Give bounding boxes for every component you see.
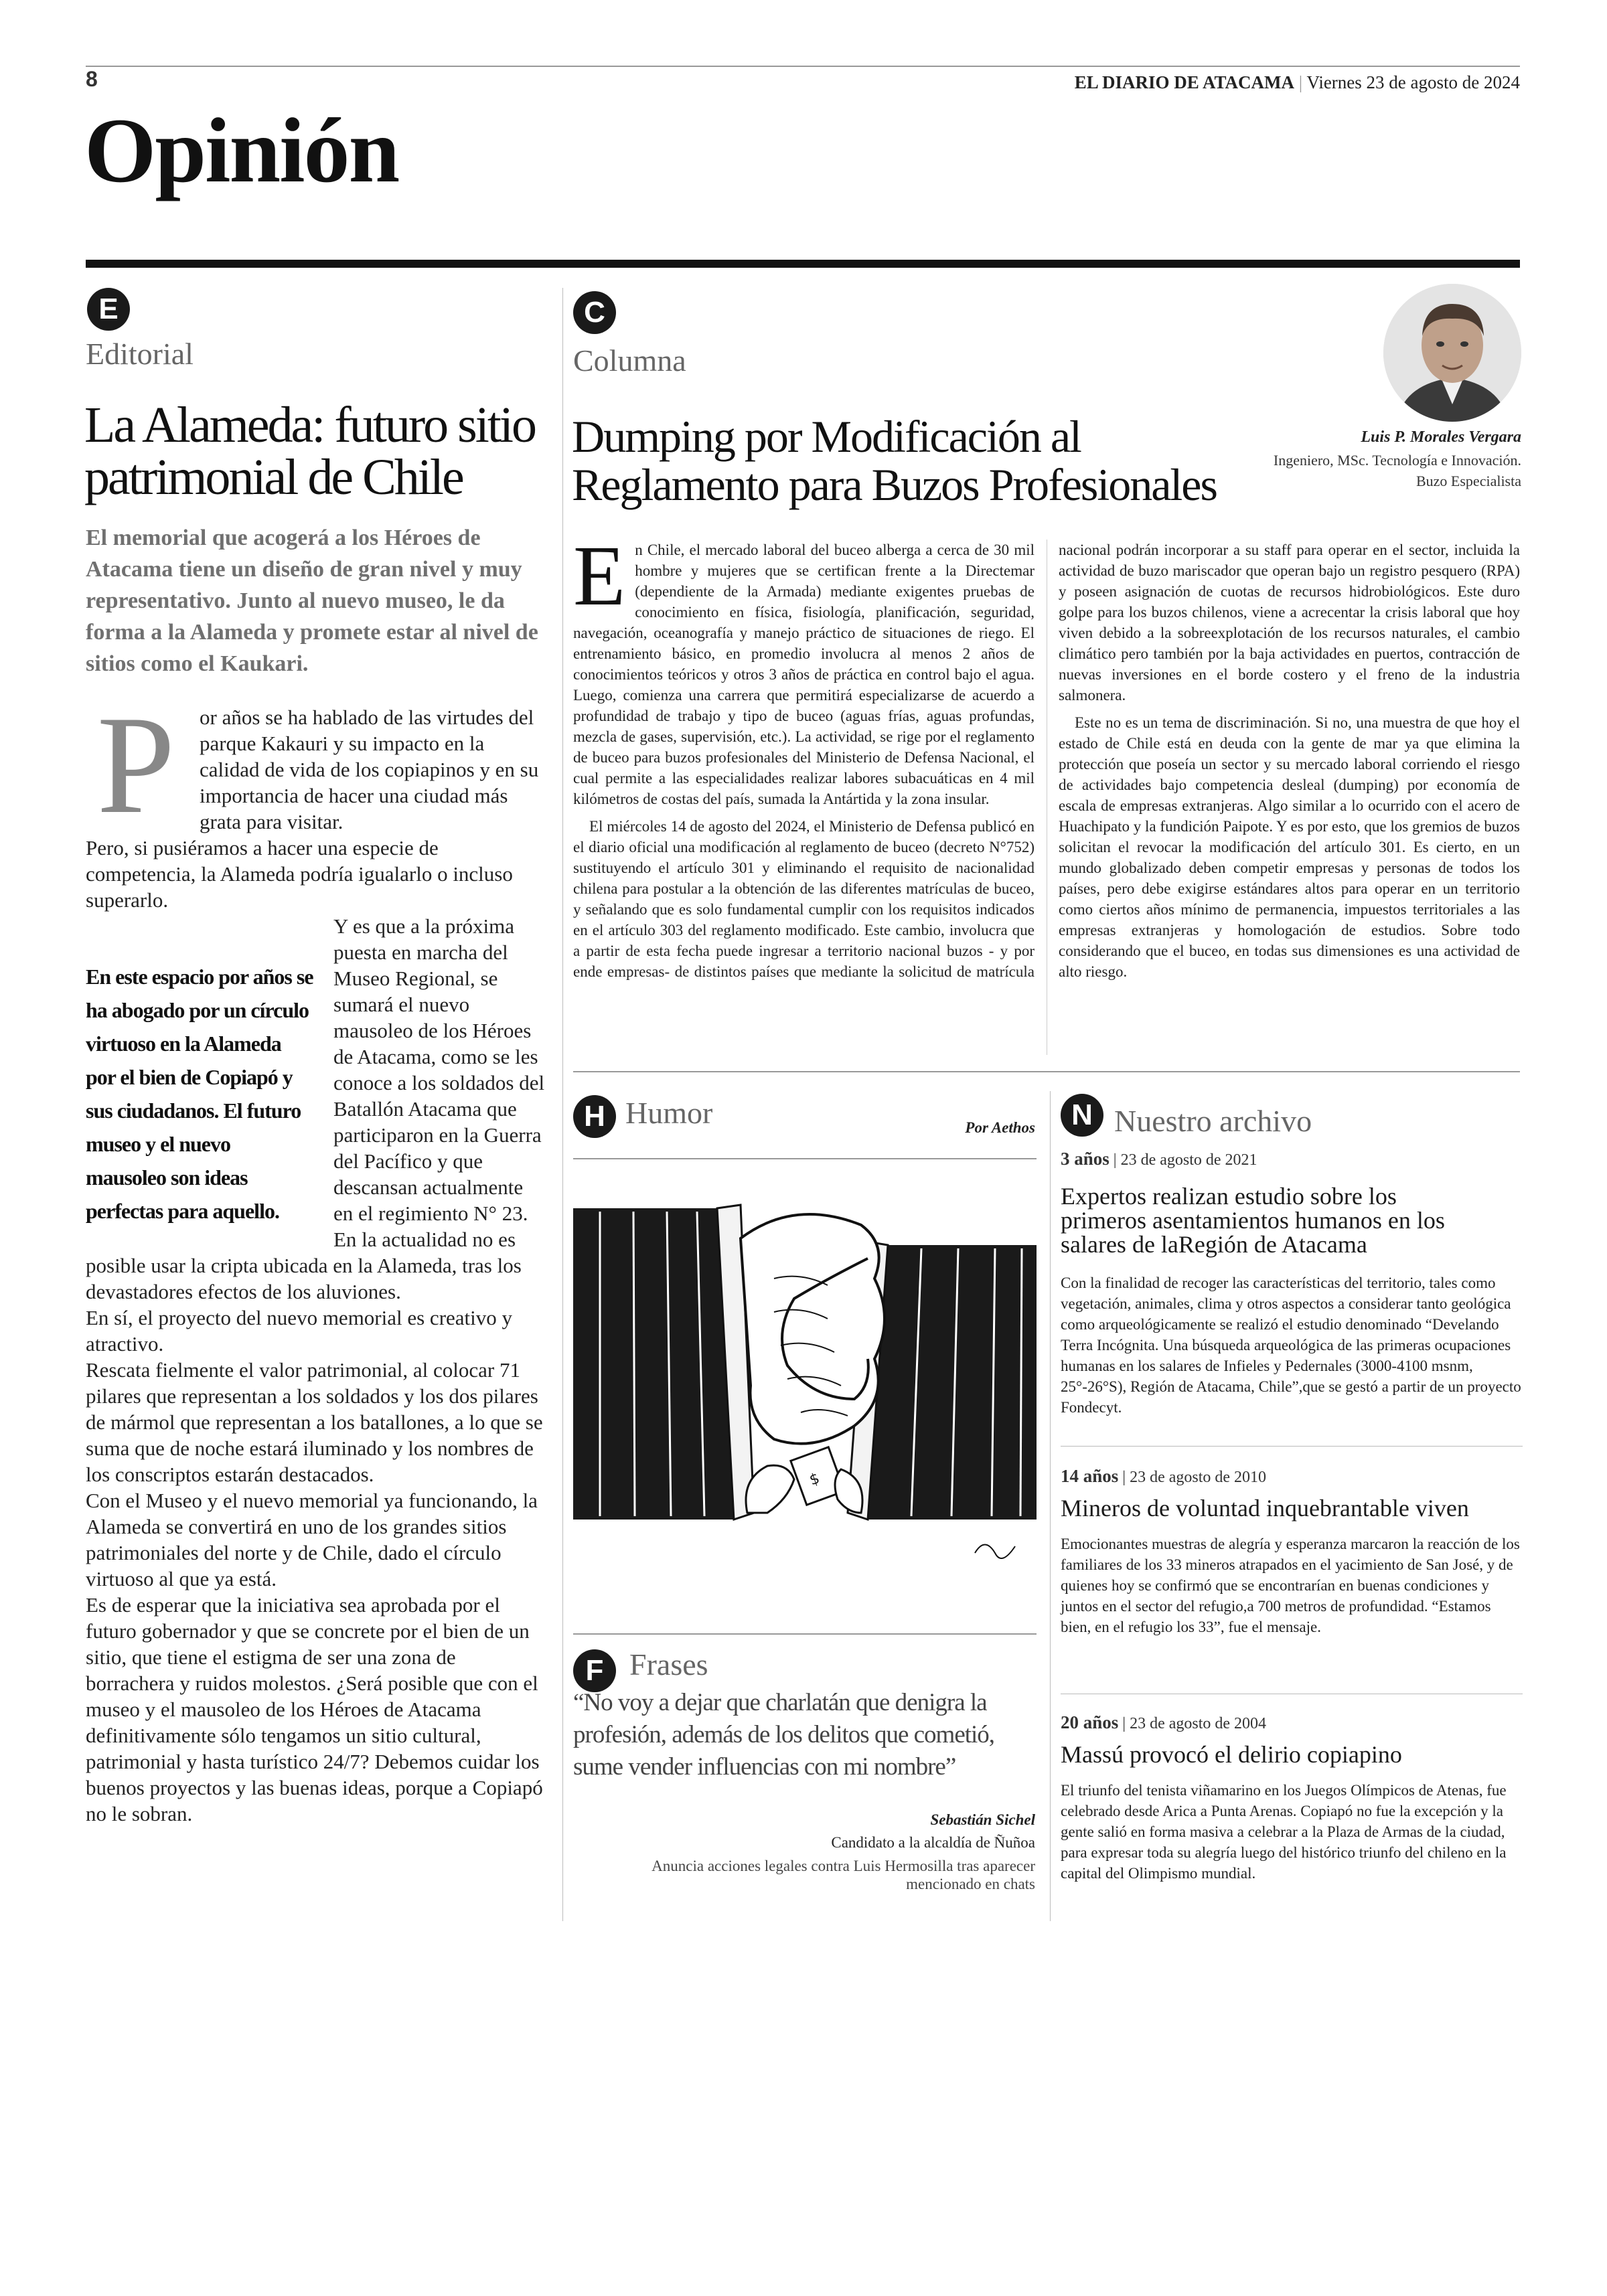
humor-rule [573, 1158, 1037, 1159]
archivo-rule-1 [1061, 1446, 1523, 1447]
archivo-item-1-headline: Expertos realizan estudio sobre los primeros asentamientos humanos en los salares de laRegión de Atacama [1061, 1183, 1445, 1258]
frases-context: Anuncia acciones legales contra Luis Hermosilla tras aparecer mencionado en chats [652, 1858, 1035, 1892]
section-thick-rule [86, 260, 1520, 268]
archivo-item-1 [1061, 1149, 1523, 1418]
archivo-item-3-text: El triunfo del tenista viñamarino en los Juegos Olímpicos de Atenas, fue celebrado desde Arica a Punta Arenas. Copiapó no fue la excepción y la gente salió en forma masiva a celebrar a la Plaza de Armas de la ciudad, para expresar toda su alegría luego del histórico triunfo del chileno en la capital del Olimpismo mundial. [1061, 1782, 1507, 1882]
editorial-para-3-text: Y es que a la próxima puesta en marcha del Museo Regional, se sumará el nuevo mausoleo de los Héroes de Atacama, como se les conoce a los soldados del Batallón Atacama que participaron en la Guerra del Pacífico y que descansan actualmente en el regimiento N° 23. En la actualidad no es posible usar la cripta ubicada en la Alameda, tras los devastadores efectos de los aluviones. [86, 914, 545, 1303]
cartoon-illustration [573, 1198, 1037, 1586]
archivo-item-1-years: 3 años [1061, 1149, 1109, 1169]
archivo-item-1-date: 23 de agosto de 2021 [1120, 1151, 1257, 1169]
editorial-pullquote: En este espacio por años se ha abogado por un círculo virtuoso en la Alameda por el bien de Copiapó y sus ciudadanos. El futuro museo y el nuevo mausoleo son ideas perfectas para aquello. [86, 965, 313, 1223]
column-para-3: Este no es un tema de discriminación. Si no, una muestra de que hoy el estado de Chile está en deuda con la gente de mar ya que elimina la protección que poseía un sector y su mercado laboral corriendo el riesgo de actividades bajo competencia desleal (dumping) por economía de escala de empresas extranjeras. Algo similar a lo ocurrido con el acero de Huachipato y la fundición Paipote. Y es por esto, que los gremios de buzos solicitan el revocar la modificación del artículo 301. Es cierto, en un mundo globalizado deben competir empresas y personas de todos los países, pero debe exigirse estándares altos para operar en un territorio como ciertos años mínimo de permanencia, impuestos territoriales a las empresas extranjeras y homologación de estudios. Sobre todo considerando que el buceo, en todas sus dimensiones es una actividad de alto riesgo. [1059, 714, 1520, 980]
humor-bottom-rule [573, 1633, 1037, 1635]
page-number: 8 [86, 67, 98, 91]
humor-label: Humor [625, 1096, 713, 1130]
frases-quote: “No voy a dejar que charlatán que denigra la profesión, además de los delitos que cometió, sume vender influencias con mi nombre” [573, 1689, 995, 1781]
archivo-label: Nuestro archivo [1114, 1104, 1312, 1138]
column-dropcap: E [573, 528, 626, 623]
column-para-1-text: n Chile, el mercado laboral del buceo alberga a cerca de 30 mil hombre y mujeres que se certifican frente a la Directemar (dependiente de la Armada) mediante exigentes pruebas de conocimiento en física, fisiología, planificación, seguridad, navegación, oceanografía y manejo práctico de situaciones de riego. El entrenamiento básico, en promedio involucra al menos 2 años de conocimientos teóricos y otros 3 años de práctica en control bajo el agua. Luego, comienza una carrera que permitirá especializarse de acuerdo a profundidad de trabajo y tipo de buceo (aguas frías, aguas profundas, mezcla de gases, supervisión, etc.). La actividad, se rige por el reglamento de buceo para buzos profesionales del Ministerio de Defensa Nacional, el cual permite a las especialidades realizar labores subacuáticas en 4 mil kilómetros de costas del país, sumada la Antártida y la zona insular. [573, 542, 1035, 807]
humor-credit: Por Aethos [965, 1119, 1035, 1136]
author-photo [1383, 284, 1521, 422]
archivo-item-3-sep: | [1122, 1715, 1130, 1732]
col-divider-right [1050, 1091, 1051, 1921]
editorial-para-2: Pero, si pusiéramos a hacer una especie de competencia, la Alameda podría igualarlo o incluso superarlo. [86, 836, 513, 912]
archivo-item-2-date: 23 de agosto de 2010 [1130, 1469, 1267, 1486]
archivo-item-1-meta [1061, 1149, 1523, 1169]
newspaper-name: EL DIARIO DE ATACAMA [1074, 72, 1295, 92]
editorial-para-3 [86, 913, 548, 1305]
author-name: Luis P. Morales Vergara [1361, 428, 1521, 446]
column-para-1 [573, 528, 1035, 809]
editorial-dropcap: P [96, 687, 175, 843]
editorial-badge: E [87, 288, 130, 331]
archivo-item-1-text: Con la finalidad de recoger las características del territorio, tales como vegetación, animales, clima y otros aspectos a considerar tanto geológica como arqueológicamente se realizó el estudio denominado “Develando Terra Incógnita. Una búsqueda arqueológica de las primeras ocupaciones humanas en los salares de Infieles y Pedernales (3000-4100 msnm, 25°-26°S), Región de Atacama, Chile”,que se gestó a partir de un proyecto Fondecyt. [1061, 1275, 1521, 1416]
archivo-item-2-headline: Mineros de voluntad inquebrantable viven [1061, 1495, 1469, 1522]
col-divider-left [562, 288, 563, 1921]
archivo-item-3-date: 23 de agosto de 2004 [1130, 1715, 1267, 1732]
archivo-item-2-sep: | [1122, 1469, 1130, 1486]
frases-author: Sebastián Sichel [930, 1811, 1035, 1828]
editorial-para-6: Con el Museo y el nuevo memorial ya funcionando, la Alameda se convertirá en uno de los grandes sitios patrimoniales del norte y de Chile, dado el círculo virtuoso al que ya está. [86, 1489, 538, 1590]
archivo-badge: N [1061, 1094, 1103, 1137]
archivo-item-3-headline: Massú provocó el delirio copiapino [1061, 1741, 1402, 1768]
column-bottom-rule [573, 1071, 1520, 1072]
archivo-item-3-years: 20 años [1061, 1712, 1119, 1732]
cartoon-handshake-graphic [573, 1198, 1037, 1586]
archivo-item-2-text: Emocionantes muestras de alegría y esperanza marcaron la reacción de los familiares de los 33 mineros atrapados en el yacimiento de San José, y de quienes hoy se confirmó que se encontrarían en buenas condiciones y juntos en el sector del refugio,a 700 metros de profundidad. “Estamos bien, en el refugio los 33”, fue el mensaje. [1061, 1536, 1520, 1635]
editorial-para-5: Rescata fielmente el valor patrimonial, al colocar 71 pilares que representan a los soldados y los dos pilares de mármol que representan a los batallones, a lo que se suma que de noche estará iluminado y los nombres de los conscriptos estarán destacados. [86, 1358, 543, 1486]
archivo-item-3 [1061, 1712, 1523, 1884]
author-title: Ingeniero, MSc. Tecnología e Innovación. Buzo Especialista [1273, 452, 1521, 489]
svg-text:$: $ [807, 1470, 822, 1489]
editorial-headline: La Alameda: futuro sitio patrimonial de Chile [84, 397, 536, 505]
column-badge: C [573, 291, 616, 334]
frases-label: Frases [629, 1647, 708, 1682]
archivo-item-2 [1061, 1466, 1523, 1637]
frases-role: Candidato a la alcaldía de Ñuñoa [831, 1834, 1035, 1851]
archivo-item-2-meta [1061, 1466, 1523, 1487]
editorial-para-7: Es de esperar que la iniciativa sea aprobada por el futuro gobernador y que se concrete por el bien de un sitio, que tiene el estigma de ser una zona de borrachera y ruidos molestos. ¿Será posible que con el museo y el mausoleo de los Héroes de Atacama definitivamente sólo tengamos un sitio cultural, patrimonial y hasta turístico 24/7? Debemos cuidar los buenos proyectos y las buenas ideas, porque a Copiapó no le sobran. [86, 1593, 543, 1825]
column-label: Columna [573, 343, 686, 378]
column-para-2: El miércoles 14 de agosto del 2024, el Ministerio de Defensa publicó en el diario oficial una modificación al reglamento de buceo (decreto N°752) sustituyendo el artículo 301 y eliminando el requisito de nacionalidad chilena para postular a la obtención de las diferentes matrículas de buceo, y señalando que es solo fundamental cumplir con los requisitos indicados en el artículo 303 del reglamento modificado. Este cambio, involucra que a partir de esta fecha puede ingresar a territorio nacional buzos - y por ende empresas- de distintos países que mediante la solicitud de matrícula nacional podrán incorporar a su staff para operar en el sector, incluida la actividad de buzo mariscador que operan bajo un registro pesquero (RPA) y poseen asignación de cuotas de recursos hidrobiológicos. Este duro golpe para los buzos chilenos, viene a acrecentar la crisis laboral que hoy viven debido a la sobreexplotación de los recursos naturales, el cambio climático pero también por la baja actividades en puertos, contracción de nuevas inversiones en el borde costero y el freno de la industria salmonera. [573, 542, 1520, 980]
archivo-item-2-years: 14 años [1061, 1466, 1119, 1486]
issue-date: Viernes 23 de agosto de 2024 [1306, 72, 1520, 92]
masthead-line [1075, 72, 1520, 93]
section-title: Opinión [84, 99, 399, 201]
column-body [573, 528, 1520, 1055]
masthead-sep: | [1298, 72, 1307, 92]
author-portrait-graphic [1383, 284, 1521, 422]
column-headline: Dumping por Modificación al Reglamento para Buzos Profesionales [572, 411, 1217, 510]
archivo-item-3-meta [1061, 1712, 1523, 1733]
archivo-item-1-sep: | [1113, 1151, 1121, 1169]
editorial-para-4: En sí, el proyecto del nuevo memorial es creativo y atractivo. [86, 1306, 513, 1356]
editorial-label: Editorial [86, 337, 194, 371]
editorial-article [86, 687, 548, 1827]
top-rule [86, 66, 1520, 67]
editorial-para-1: or años se ha hablado de las virtudes del parque Kakauri y su impacto en la calidad de vida de los copiapinos y en su importancia de hacer una ciudad más grata para visitar. [200, 706, 539, 833]
frases-badge: F [573, 1649, 616, 1692]
humor-badge: H [573, 1095, 616, 1138]
editorial-deck: El memorial que acogerá a los Héroes de Atacama tiene un diseño de gran nivel y muy representativo. Junto al nuevo museo, le da forma a la Alameda y promete estar al nivel de sitios como el Kaukari. [86, 525, 538, 676]
